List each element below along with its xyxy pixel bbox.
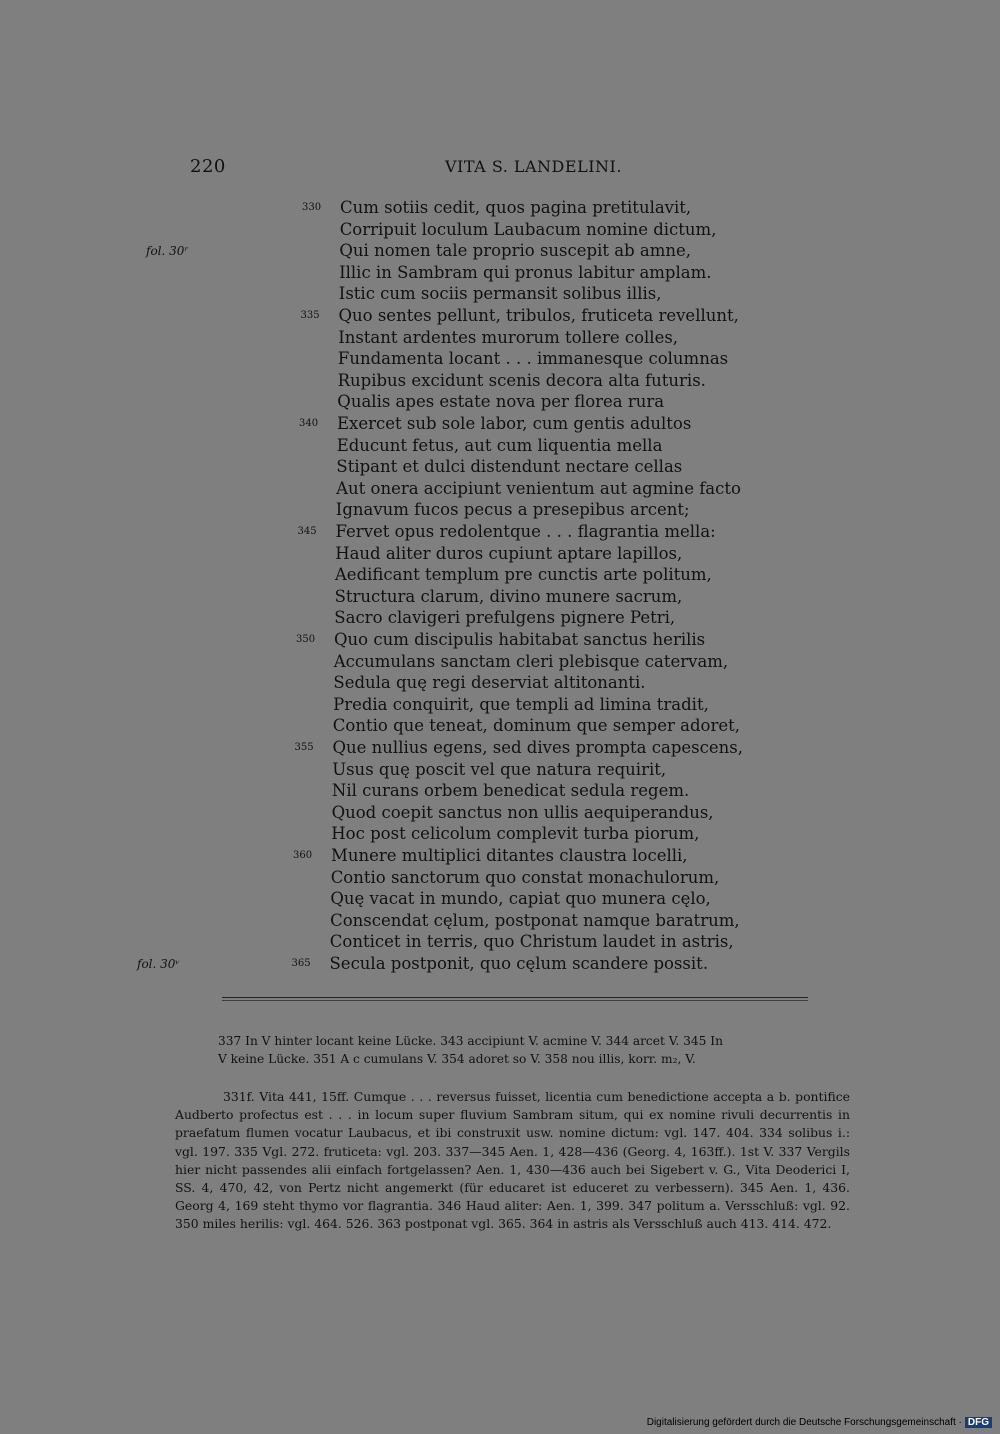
poem-line: Que nullius egens, sed dives prompta capescens, [332, 738, 743, 757]
poem-line: Contio que teneat, dominum que semper adoret, [332, 716, 740, 736]
digitization-footer [647, 1417, 992, 1428]
poem-line: Quo sentes pellunt, tribulos, fruticeta revellunt, [338, 306, 739, 325]
poem-line: Ignavum fucos pecus a presepibus arcent; [335, 500, 690, 520]
poem-line: Stipant et dulci distendunt nectare cellas [336, 457, 683, 477]
commentary-paragraph: 331f. Vita 441, 15ff. Cumque . . . reversus fuisset, licentia cum benedictione accepta a b. pontifice Audberto profectus est . . . in locum super fluvium Sambram situm, qui ex nomine rivuli decurrentis in praefatum flumen vocatur Laubacus, et ibi construxit usw. nomine dictum: vgl. 147. 404. 334 solibus i.: vgl. 197. 335 Vgl. 272. fruticeta: vgl. 203. 337—345 Aen. 1, 428—436 (Georg. 4, 163ff.). 1st V. 337 Vergils hier nicht passendes alii einfach fortgelassen? Aen. 1, 430—436 auch bei Sigebert v. G., Vita Deoderici I, SS. 4, 470, 42, von Pertz nicht angemerkt (für educaret ist educeret zu verbessern). 345 Aen. 1, 436. Georg 4, 169 steht thymo vor flagrantia. 346 Haud aliter: Aen. 1, 399. 347 politum a. Versschluß: vgl. 92. 350 miles herilis: vgl. 464. 526. 363 postponat vgl. 365. 364 in astris als Versschluß auch 413. 414. 472. [175, 1089, 850, 1232]
poem-line: Cum sotiis cedit, quos pagina pretitulavit, [340, 198, 692, 217]
poem-line: Fervet opus redolentque . . . flagrantia mella: [335, 522, 716, 541]
divider-rule-secondary [222, 1000, 808, 1001]
poem-line: Accumulans sanctam cleri plebisque catervam, [333, 651, 729, 671]
page-number: 220 [190, 156, 226, 177]
poem-line: Haud aliter duros cupiunt aptare lapillos, [335, 543, 683, 563]
poem-line: Fundamenta locant . . . immanesque columnas [337, 349, 729, 369]
poem-line: Illic in Sambram qui pronus labitur amplam. [339, 262, 712, 282]
line-number: 355 [294, 742, 314, 753]
poem-line: Educunt fetus, aut cum liquentia mella [336, 435, 663, 455]
footer-text: Digitalisierung gefördert durch die Deutsche Forschungsgemeinschaft · [646, 1417, 962, 1428]
apparatus-line: V keine Lücke. 351 A c cumulans V. 354 adoret so V. 358 nou illis, korr. m₂, V. [218, 1052, 696, 1066]
line-number: 335 [300, 310, 320, 321]
poem-line: Sacro clavigeri prefulgens pignere Petri, [334, 608, 676, 628]
folio-marker: fol. 30ʳ [146, 244, 189, 259]
poem-line: Structura clarum, divino munere sacrum, [334, 586, 683, 606]
poem-line: Istic cum sociis permansit solibus illis, [338, 284, 662, 304]
dfg-logo-icon: DFG [965, 1417, 992, 1428]
poem-line: Quod coepit sanctus non ullis aequiperandus, [331, 802, 714, 822]
poem-line: Aut onera accipiunt venientum aut agmine facto [336, 478, 741, 498]
poem-line: Corripuit loculum Laubacum nomine dictum, [339, 219, 717, 239]
poem-line: Secula postponit, quo cęlum scandere possit. [329, 954, 709, 973]
poem-line: Qui nomen tale proprio suscepit ab amne, [339, 241, 691, 261]
poem-line: Instant ardentes murorum tollere colles, [338, 327, 679, 347]
poem-line: Conscendat cęlum, postponat namque baratrum, [330, 910, 740, 930]
line-number: 365 [291, 958, 311, 969]
poem-line: Sedula quę regi deserviat altitonanti. [333, 673, 646, 693]
apparatus-line: 337 In V hinter locant keine Lücke. 343 accipiunt V. acmine V. 344 arcet V. 345 In [218, 1034, 723, 1048]
folio-marker: fol. 30ᵛ [137, 957, 180, 971]
line-number: 350 [296, 634, 316, 645]
poem-line: Nil curans orbem benedicat sedula regem. [331, 781, 690, 801]
poem-line: Munere multiplici ditantes claustra locelli, [331, 846, 688, 865]
poem-line: Quę vacat in mundo, capiat quo munera cęlo, [330, 889, 711, 909]
poem-line: Quo cum discipulis habitabat sanctus herilis [334, 630, 706, 649]
commentary-notes [175, 1088, 850, 1234]
poem-line: Hoc post celicolum complevit turba piorum, [331, 824, 700, 844]
divider-rule [222, 997, 808, 998]
line-number: 360 [293, 850, 313, 861]
line-number: 340 [299, 418, 319, 429]
poem-line: Conticet in terris, quo Christum laudet in astris, [329, 932, 734, 952]
poem-line: Contio sanctorum quo constat monachulorum, [330, 867, 720, 887]
poem-line: Predia conquirit, que templi ad limina tradit, [333, 694, 709, 714]
running-title: VITA S. LANDELINI. [445, 157, 622, 176]
poem-line: Qualis apes estate nova per florea rura [337, 392, 665, 412]
critical-apparatus [218, 1032, 854, 1068]
poem-line: Aedificant templum pre cunctis arte politum, [334, 565, 712, 585]
line-number: 330 [302, 202, 322, 213]
poem-line: Exercet sub sole labor, cum gentis adultos [337, 414, 692, 433]
poem-line: Rupibus excidunt scenis decora alta futuris. [337, 370, 706, 390]
poem-line: Usus quę poscit vel que natura requirit, [332, 759, 667, 779]
line-number: 345 [297, 526, 317, 537]
